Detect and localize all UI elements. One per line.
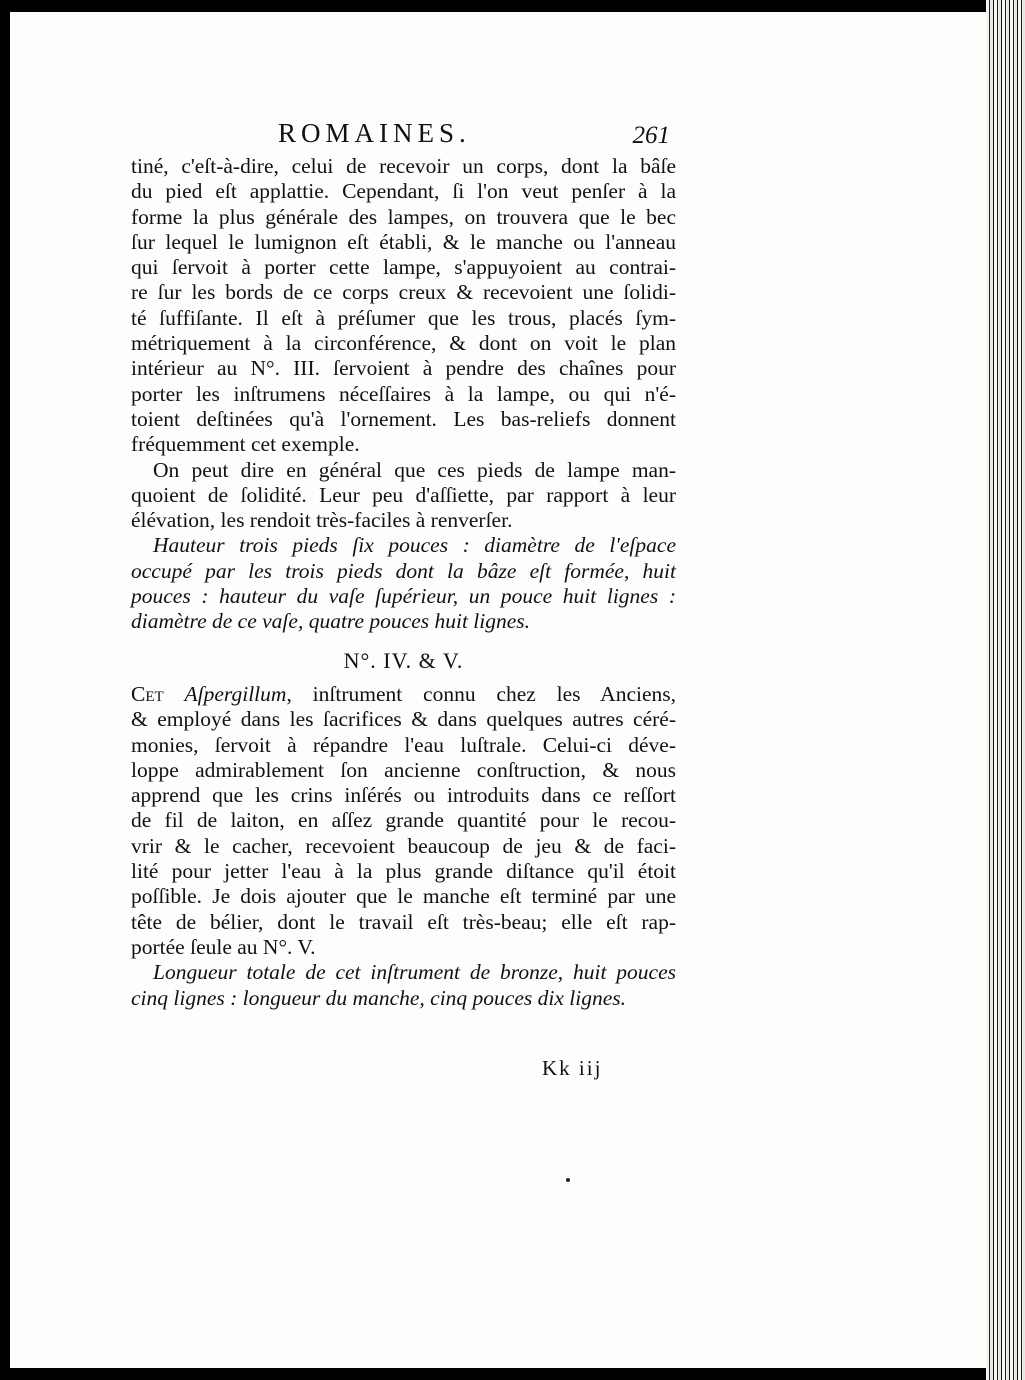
text-line: tête de bélier, dont le travail eſt très-beau; elle eſt rap- — [131, 909, 676, 934]
opening-word: Cet — [131, 682, 164, 706]
text-block-2 — [131, 682, 676, 1011]
text-line: loppe admirablement ſon ancienne conſtruction, & nous — [131, 757, 676, 782]
text-line: lité pour jetter l'eau à la plus grande diſtance qu'il étoit — [131, 859, 676, 884]
measurement-line: occupé par les trois pieds dont la bâze eſt formée, huit — [131, 558, 676, 583]
text-line: quoient de ſolidité. Leur peu d'aſſiette, par rapport à leur — [131, 482, 676, 507]
text-line: vrir & le cacher, recevoient beaucoup de jeu & de faci- — [131, 833, 676, 858]
section-heading: N°. IV. & V. — [343, 648, 464, 673]
measurement-line: Hauteur trois pieds ſix pouces : diamètre de l'eſpace — [153, 533, 676, 558]
text-line: de fil de laiton, en aſſez grande quantité pour le recou- — [131, 808, 676, 833]
text-block-1 — [131, 154, 676, 635]
text-line-first — [131, 682, 676, 707]
text-line: apprend que les crins inſérés ou introduits dans ce reſſort — [131, 783, 676, 808]
text-line: & employé dans les ſacrifices & dans quelques autres céré- — [131, 707, 676, 732]
text-line: poſſible. Je dois ajouter que le manche eſt terminé par une — [131, 884, 676, 909]
text-line: té ſuffiſante. Il eſt à préſumer que les trous, placés ſym- — [131, 305, 676, 330]
ink-speck — [566, 1178, 570, 1182]
text-line: ſur lequel le lumignon eſt établi, & le manche ou l'anneau — [131, 229, 676, 254]
text-line: intérieur au N°. III. ſervoient à pendre des chaînes pour — [131, 356, 676, 381]
first-line-rest: , inſtrument connu chez les Anciens, — [286, 682, 677, 706]
text-line: On peut dire en général que ces pieds de lampe man- — [153, 457, 676, 482]
text-line: forme la plus générale des lampes, on trouvera que le bec — [131, 204, 676, 229]
text-line: tiné, c'eſt-à-dire, celui de recevoir un corps, dont la bâſe — [131, 154, 676, 178]
text-line: du pied eſt applattie. Cependant, ſi l'on veut penſer à la — [131, 179, 676, 204]
text-line: porter les inſtrumens néceſſaires à la lampe, ou qui n'é- — [131, 381, 676, 406]
text-line: portée ſeule au N°. V. — [131, 934, 316, 959]
measurement-line: pouces : hauteur du vaſe ſupérieur, un pouce huit lignes : — [131, 584, 676, 609]
running-title: ROMAINES. — [278, 118, 471, 148]
signature-mark: Kk iij — [542, 1056, 603, 1080]
page-number: 261 — [632, 122, 670, 149]
measurement-line: diamètre de ce vaſe, quatre pouces huit lignes. — [131, 609, 531, 634]
text-line: qui ſervoit à porter cette lampe, s'appuyoient au contrai- — [131, 255, 676, 280]
text-line: monies, ſervoit à répandre l'eau luſtrale. Celui-ci déve- — [131, 732, 676, 757]
page-header — [250, 118, 670, 154]
latin-term: Aſpergillum — [184, 682, 287, 706]
text-line: élévation, les rendoit très-faciles à renverſer. — [131, 508, 513, 533]
text-line: toient deſtinées qu'à l'ornement. Les bas-reliefs donnent — [131, 406, 676, 431]
text-line: métriquement à la circonférence, & dont on voit le plan — [131, 331, 676, 356]
page-edge-stack — [986, 0, 1025, 1380]
measurement-line: Longueur totale de cet inſtrument de bronze, huit pouces — [153, 960, 676, 985]
text-line: fréquemment cet exemple. — [131, 432, 360, 457]
text-line: re ſur les bords de ce corps creux & recevoient une ſolidi- — [131, 280, 676, 305]
measurement-line: cinq lignes : longueur du manche, cinq pouces dix lignes. — [131, 985, 626, 1010]
